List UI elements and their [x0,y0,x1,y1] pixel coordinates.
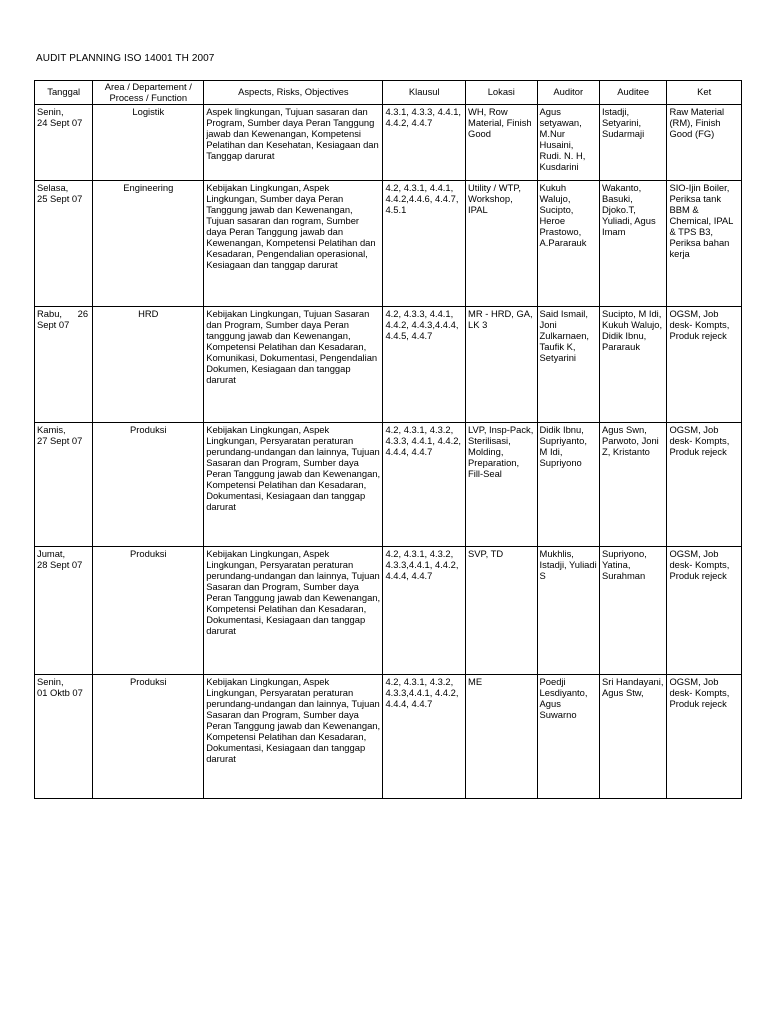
cell-aspects: Kebijakan Lingkungan, Aspek Lingkungan, Persyaratan peraturan perundang-undangan dan lainnya, Tujuan Sasaran dan Program, Sumber daya Peran Tanggung jawab dan Kewenangan, Kompetensi Pelatihan dan Kesadaran, Dokumentasi, Kesiagaan dan tanggap darurat [204,423,383,547]
table-row [35,423,742,547]
cell-tanggal: Selasa, 25 Sept 07 [35,181,93,307]
cell-klausul: 4.2, 4.3.1, 4.3.2, 4.3.3, 4.4.1, 4.4.2, 4.4.4, 4.4.7 [383,423,466,547]
cell-tanggal: Senin, 01 Oktb 07 [35,675,93,799]
cell-auditor: Mukhlis, Istadji, Yuliadi S [537,547,599,675]
cell-area: Engineering [93,181,204,307]
cell-auditee: Sucipto, M Idi, Kukuh Walujo, Didik Ibnu, Pararauk [599,307,666,423]
header-aspects: Aspects, Risks, Objectives [204,81,383,105]
header-ket: Ket [667,81,742,105]
cell-tanggal: Kamis, 27 Sept 07 [35,423,93,547]
cell-klausul: 4.2, 4.3.1, 4.3.2, 4.3.3,4.4.1, 4.4.2, 4.4.4, 4.4.7 [383,675,466,799]
table-row [35,181,742,307]
cell-tanggal: Rabu, 26 Sept 07 [35,307,93,423]
cell-lokasi: MR - HRD, GA, LK 3 [466,307,538,423]
header-auditee: Auditee [599,81,666,105]
header-klausul: Klausul [383,81,466,105]
cell-area: Logistik [93,105,204,181]
cell-auditor: Didik Ibnu, Supriyanto, M Idi, Supriyono [537,423,599,547]
cell-aspects: Kebijakan Lingkungan, Aspek Lingkungan, Sumber daya Peran Tanggung jawab dan Kewenangan, Tujuan sasaran dan rogram, Sumber daya Peran Tanggung jawab dan Kewenangan, Kompetensi Pelatihan dan Kesadaran, Pengendalian operasional, Kesiagaan dan tanggap darurat [204,181,383,307]
cell-auditee: Sri Handayani, Agus Stw, [599,675,666,799]
table-row [35,307,742,423]
header-auditor: Auditor [537,81,599,105]
cell-lokasi: SVP, TD [466,547,538,675]
cell-ket: Raw Material (RM), Finish Good (FG) [667,105,742,181]
cell-aspects: Kebijakan Lingkungan, Aspek Lingkungan, Persyaratan peraturan perundang-undangan dan lainnya, Tujuan Sasaran dan Program, Sumber daya Peran Tanggung jawab dan Kewenangan, Kompetensi Pelatihan dan Kesadaran, Dokumentasi, Kesiagaan dan tanggap darurat [204,675,383,799]
document-title: AUDIT PLANNING ISO 14001 TH 2007 [36,53,215,64]
cell-auditor: Kukuh Walujo, Sucipto, Heroe Prastowo, A.Pararauk [537,181,599,307]
cell-area: Produksi [93,675,204,799]
cell-lokasi: WH, Row Material, Finish Good [466,105,538,181]
cell-auditor: Poedji Lesdiyanto, Agus Suwarno [537,675,599,799]
cell-lokasi: LVP, Insp-Pack, Sterilisasi, Molding, Preparation, Fill-Seal [466,423,538,547]
cell-auditor: Said Ismail, Joni Zulkarnaen, Taufik K, Setyarini [537,307,599,423]
cell-aspects: Aspek lingkungan, Tujuan sasaran dan Program, Sumber daya Peran Tanggung jawab dan Kewenangan, Kompetensi Pelatihan dan Kesehatan, Kesiagaan dan Tanggap darurat [204,105,383,181]
cell-aspects: Kebijakan Lingkungan, Tujuan Sasaran dan Program, Sumber daya Peran tanggung jawab dan Kewenangan, Kompetensi Pelatihan dan Kesadaran, Komunikasi, Dokumentasi, Pengendalian Dokumen, Kesiagaan dan tanggap darurat [204,307,383,423]
audit-planning-table [34,80,742,799]
cell-auditee: Agus Swn, Parwoto, Joni Z, Kristanto [599,423,666,547]
cell-auditor: Agus setyawan, M.Nur Husaini, Rudi. N. H, Kusdarini [537,105,599,181]
table-row [35,105,742,181]
cell-auditee: Supriyono, Yatina, Surahman [599,547,666,675]
cell-ket: SIO-Ijin Boiler, Periksa tank BBM & Chemical, IPAL & TPS B3, Periksa bahan kerja [667,181,742,307]
cell-area: Produksi [93,547,204,675]
header-lokasi: Lokasi [466,81,538,105]
cell-lokasi: Utility / WTP, Workshop, IPAL [466,181,538,307]
table-row [35,547,742,675]
cell-klausul: 4.2, 4.3.1, 4.3.2, 4.3.3,4.4.1, 4.4.2, 4.4.4, 4.4.7 [383,547,466,675]
cell-ket: OGSM, Job desk- Kompts, Produk rejeck [667,547,742,675]
cell-lokasi: ME [466,675,538,799]
cell-tanggal: Senin, 24 Sept 07 [35,105,93,181]
cell-tanggal: Jumat, 28 Sept 07 [35,547,93,675]
cell-aspects: Kebijakan Lingkungan, Aspek Lingkungan, Persyaratan peraturan perundang-undangan dan lainnya, Tujuan Sasaran dan Program, Sumber daya Peran Tanggung jawab dan Kewenangan, Kompetensi Pelatihan dan Kesadaran, Dokumentasi, Kesiagaan dan tanggap darurat [204,547,383,675]
cell-ket: OGSM, Job desk- Kompts, Produk rejeck [667,423,742,547]
cell-ket: OGSM, Job desk- Kompts, Produk rejeck [667,675,742,799]
cell-area: Produksi [93,423,204,547]
cell-klausul: 4.3.1, 4.3.3, 4.4.1, 4.4.2, 4.4.7 [383,105,466,181]
cell-ket: OGSM, Job desk- Kompts, Produk rejeck [667,307,742,423]
cell-auditee: Wakanto, Basuki, Djoko.T, Yuliadi, Agus Imam [599,181,666,307]
cell-area: HRD [93,307,204,423]
cell-auditee: Istadji, Setyarini, Sudarmaji [599,105,666,181]
cell-klausul: 4.2, 4.3.3, 4.4.1, 4.4.2, 4.4.3,4.4.4, 4.4.5, 4.4.7 [383,307,466,423]
cell-klausul: 4.2, 4.3.1, 4.4.1, 4.4.2,4.4.6, 4.4.7, 4.5.1 [383,181,466,307]
header-area: Area / Departement / Process / Function [93,81,204,105]
header-tanggal: Tanggal [35,81,93,105]
table-header-row [35,81,742,105]
table-row [35,675,742,799]
